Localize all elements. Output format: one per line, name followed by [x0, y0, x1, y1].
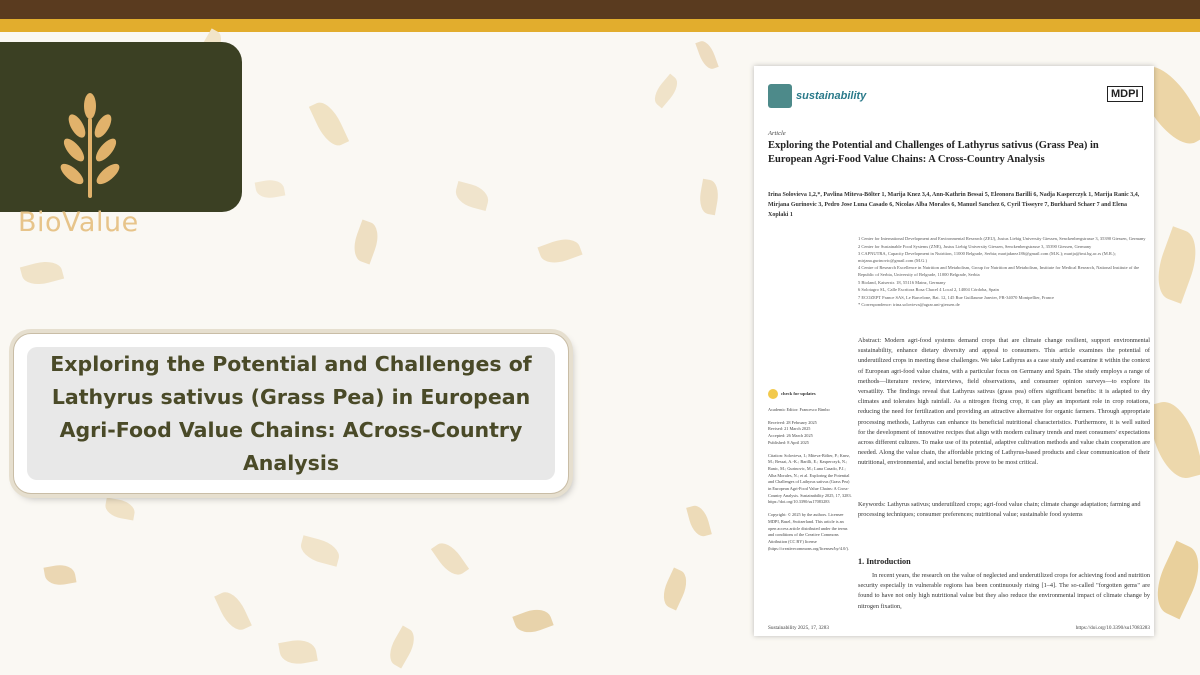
leaf-decoration-icon	[255, 178, 286, 201]
leaf-decoration-icon	[537, 234, 582, 268]
logo-text: BioValue	[18, 207, 139, 238]
check-updates-icon	[768, 389, 778, 399]
paper-footer	[768, 625, 1150, 631]
leaf-decoration-icon	[431, 538, 469, 581]
leaf-decoration-icon	[650, 74, 683, 109]
footer-citation: Sustainability 2025, 17, 3283	[768, 625, 829, 631]
leaf-decoration-icon	[278, 637, 318, 667]
affiliation-item: 4 Centre of Research Excellence in Nutrition and Metabolism, Group for Nutrition and Metabolism, Institute for Medical Research, National Institute of the Republic of Serbia, University of Belgrade, 11000 Belgrade, Serbia	[858, 265, 1140, 277]
affiliation-item: 2 Center for Sustainable Food Systems (ZNE), Justus Liebig University Giessen, Senckenbergstrasse 3, 35390 Giessen, Germany	[858, 243, 1092, 249]
date-accepted: Accepted: 26 March 2025	[768, 433, 813, 439]
check-updates-label: check for updates	[781, 390, 816, 396]
affiliation-item: * Correspondence: irina.solovieva@agrar.uni-giessen.de	[858, 302, 960, 308]
leaf-decoration-icon	[512, 605, 553, 638]
affiliation-item: 1 Center for International Development and Environmental Research (ZEU), Justus Liebig University Giessen, Senckenbergstrasse 3, 35390 Giessen, Germany	[858, 236, 1146, 241]
leaf-decoration-icon	[298, 535, 342, 567]
copyright: Copyright: © 2025 by the authors. Licensee MDPI, Basel, Switzerland. This article is an open access article distributed under the terms and conditions of the Creative Commons Attribution (CC BY) license (https://creativecommons.org/licenses/by/4.0/).	[768, 512, 849, 551]
leaf-decoration-icon	[384, 626, 420, 669]
wheat-logo-icon	[50, 92, 130, 202]
top-gold-bar	[0, 19, 1200, 32]
leaf-decoration-icon	[658, 568, 692, 611]
date-published: Published: 8 April 2025	[768, 439, 809, 445]
academic-editor: Academic Editor: Francesco Bimbo	[768, 407, 830, 412]
leaf-decoration-icon	[697, 179, 721, 216]
keywords: Keywords: Lathyrus sativus; underutilized crops; agri-food value chain; climate change adaptation; farming and processing techniques; consumer preferences; nutritional value; sustainable food systems	[858, 501, 1141, 519]
affiliation-item: 5 Bioland, Kaiserstr. 18, 55116 Mainz, Germany	[858, 279, 946, 285]
leaf-decoration-icon	[1147, 541, 1200, 620]
date-received: Received: 28 February 2025	[768, 419, 817, 425]
leaf-decoration-icon	[214, 587, 252, 634]
citation: Citation: Solovieva, I.; Miteva-Bölter, P.; Knez, M.; Bessai, A.-K.; Barilli, E.; Kasperczyk, N.; Ranic, M.; Gurinovic, M.; Luna Casado, P.J.; Alba Morales, N.; et al. Exploring the Potential and Challenges of Lathyrus sativus (Grass Pea) in European Agri-Food Value Chains: A Cross-Country Analysis. Sustainability 2025, 17, 3283. https://doi.org/10.3390/su17083283	[768, 452, 852, 505]
affiliation-item: 6 Solotagro SL, Calle Escritora Rosa Chacel 4 Local 2, 14004 Córdoba, Spain	[858, 287, 999, 293]
biovalue-logo	[0, 42, 242, 238]
affiliation-item: 7 ECOZEPT France SAS, Le Barcelone, Bat. 12, 145 Rue Guillaume Janvier, FR-34070 Montpellier, France	[858, 294, 1055, 300]
publisher-logo: MDPI	[1107, 86, 1143, 102]
affiliation-item: 3 CAPNUTRA, Capacity Development in Nutrition, 11000 Belgrade, Serbia; marijaknez186@gmail.com (M.K.); marija@imi.bg.ac.rs (M.R.); mirjana.gurinovic@gmail.com (M.G.)	[858, 251, 1116, 263]
journal-logo-icon	[768, 84, 792, 108]
top-brown-bar	[0, 0, 1200, 19]
date-revised: Revised: 21 March 2025	[768, 426, 811, 432]
leaf-decoration-icon	[453, 181, 492, 211]
paper-title: Exploring the Potential and Challenges of Lathyrus sativus (Grass Pea) in European Agri-Food Value Chains: A Cross-Country Analysis	[768, 140, 1099, 165]
leaf-decoration-icon	[309, 98, 349, 151]
leaf-decoration-icon	[1149, 226, 1200, 303]
check-updates-badge[interactable]	[768, 389, 852, 399]
headline-card	[13, 333, 569, 494]
article-type: Article	[768, 130, 786, 137]
article-sidebar	[768, 389, 852, 552]
abstract: Abstract: Modern agri-food systems demand crops that are climate change resilient, support environmental sustainability, enhance dietary diversity and appeal to consumers. This article examines the potential of underutilized crops in meeting these challenges. We take Lathyrus as a case study and examine it within the context of European agri-food value chains, with a particular focus on Germany and Spain. The study employs a range of methods—literature review, interviews, field observations, and consumer opinion surveys—to explore its versatility. The findings reveal that Lathyrus sativus (grass pea) offers significant benefits: it is adapted to dry climates and tolerates high rainfall. As a nitrogen fixing crop, it can play an important role in crop rotations, reducing the need for fertilization and providing an attractive alternative for organic farmers. Through appropriate processing methods, Lathyrus can enhance its beneficial nutritional characteristics. Furthermore, it is well suited for the development of innovative recipes that align with modern culinary trends and meet consumers' expectations across different cultures. To make use of its potential, adaptive cultivation methods and value chain cooperation are needed. Along the value chain, the affordable pricing of Lathyrus-based products and clear communication of their nutritional, environmental, and social benefits prove to be most critical.	[858, 337, 1150, 467]
leaf-decoration-icon	[43, 563, 76, 588]
headline-text: Exploring the Potential and Challenges of Lathyrus sativus (Grass Pea) in European Agri-Food Value Chains: ACross-Country Analysis	[50, 351, 532, 475]
leaf-decoration-icon	[686, 503, 712, 539]
affiliations	[858, 236, 1146, 310]
leaf-decoration-icon	[695, 39, 718, 72]
headline-panel	[27, 347, 555, 480]
publication-dates	[768, 420, 852, 447]
journal-name: sustainability	[796, 90, 867, 102]
introduction-text: In recent years, the research on the value of neglected and underutilized crops for achieving food and nutrition security especially in vulnerable regions has been continuously rising [1–4]. The so-called "forgotten gems" are found to have not only high nutritional value but they also reduce the environmental impact of climate change by nitrogen fixation,	[858, 572, 1151, 610]
leaf-decoration-icon	[349, 219, 383, 264]
footer-doi[interactable]: https://doi.org/10.3390/su17083283	[1075, 625, 1150, 631]
paper-first-page	[754, 66, 1154, 636]
introduction-heading: 1. Introduction	[858, 557, 911, 566]
leaf-decoration-icon	[20, 257, 64, 289]
leaf-decoration-icon	[104, 498, 137, 521]
paper-authors: Irina Solovieva 1,2,*, Pavlina Miteva-Bölter 1, Marija Knez 3,4, Ann-Kathrin Bessai 5, Eleonora Barilli 6, Nadja Kasperczyk 1, Marija Ranic 3,4, Mirjana Gurinovic 3, Pedro Jose Luna Casado 6, Nicolas Alba Morales 6, Manuel Sanchez 6, Cyril Tisseyre 7, Burkhard Schaer 7 and Elena Xoplaki 1	[768, 192, 1140, 218]
